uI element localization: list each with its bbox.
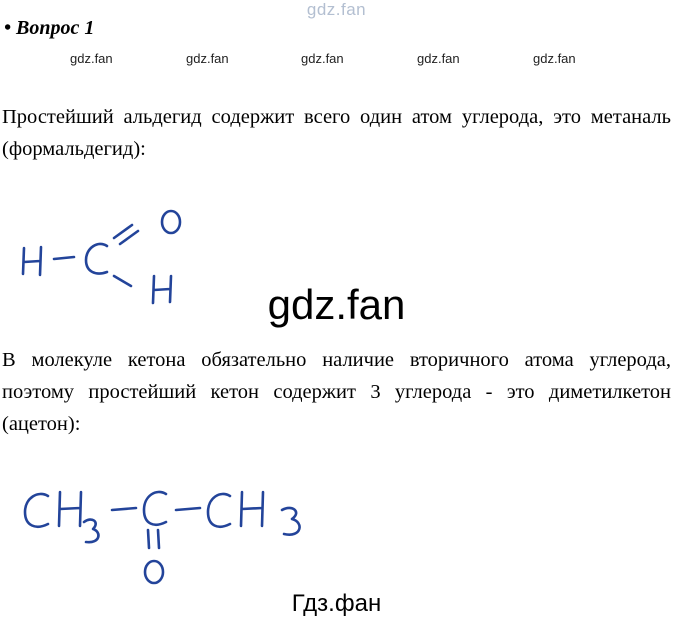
acetone-formula <box>20 482 310 592</box>
watermark-bottom: Гдз.фан <box>291 590 382 617</box>
watermark-row-item: gdz.fan <box>417 51 460 66</box>
watermark-row-item: gdz.fan <box>301 51 344 66</box>
atom-c <box>86 244 107 274</box>
paragraph-ketone: В молекуле кетона обязательно наличие вторичного атома углерода, поэтому простейший кетон содержит 3 углерода - это диметилкетон (ацетон): <box>2 349 671 435</box>
atom-o <box>162 211 180 233</box>
double-bond-c-o <box>114 225 138 244</box>
watermark-row-item: gdz.fan <box>533 51 576 66</box>
bond-h-c <box>54 257 74 259</box>
watermark-row-item: gdz.fan <box>70 51 113 66</box>
question-title: • Вопрос 1 <box>4 17 95 39</box>
watermark-top: gdz.fan <box>306 0 367 19</box>
atom-h-left <box>23 247 41 275</box>
paragraph-aldehyde: Простейший альдегид содержит всего один атом углерода, это метаналь (формальдегид): <box>2 106 671 160</box>
watermark-row-item: gdz.fan <box>186 51 229 66</box>
watermark-center: gdz.fan <box>267 281 406 328</box>
